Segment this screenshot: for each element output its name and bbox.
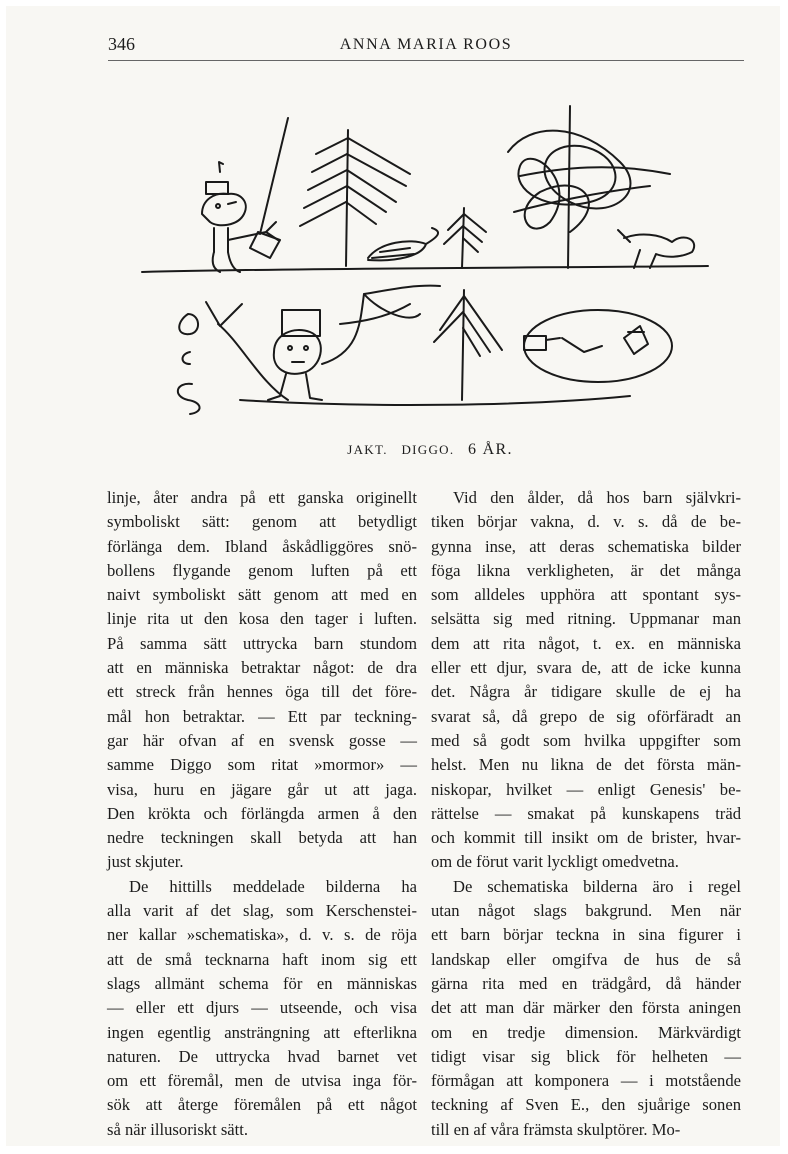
text-line: om ett föremål, men de utvisa inga för- [107,1071,417,1091]
text-line: så när illusoriskt sätt. [107,1119,249,1139]
text-line: På samma sätt uttrycka barn stundom [107,633,417,653]
text-line: till en af våra främsta skulptörer. Mo- [431,1119,681,1139]
illustration [110,82,716,428]
text-line: förlänga dem. Ibland åskådliggöres snö- [107,536,417,556]
text-line: just skjuter. [107,852,184,872]
text-line: om en tredje dimension. Märkvärdigt [431,1022,741,1042]
text-line: det att man där märker den första aningen [431,998,741,1018]
text-line: ett barn börjar teckna in sina figurer i [431,925,741,945]
text-line: att de små tecknarna haft inom sig ett [107,949,417,969]
text-line: sök att återge föremålen på ett något [107,1095,417,1115]
text-line: helst. Men nu likna de det första män- [431,755,741,775]
text-line: naivt symboliskt sätt genom att med en [107,585,417,605]
text-line: tiken börjar vakna, d. v. s. då de be- [431,512,741,532]
text-line: naturen. De uttrycka hvad barnet vet [107,1046,417,1066]
text-line: med så godt som hvilka uppgifter som [431,730,741,750]
text-line: eller ett djur, svara de, att de icke kunna [431,658,741,678]
page-header [108,34,744,58]
text-line: tidigt visar sig blick för helheten — [431,1046,741,1066]
text-line: det. Några år tidigare skulle de ej ha [431,682,741,702]
caption-author: DIGGO. [401,442,455,457]
text-line: som alldeles upphöra att spontant sys- [431,585,741,605]
text-line: gynna inse, att deras schematiska bilder [431,536,741,556]
text-line: niskopar, hvilket — enligt Genesis' be- [431,779,741,799]
text-line: gar här ofvan af en svensk gosse — [107,730,417,750]
text-line: svarat så, då grepo de sig oförfäradt an [431,706,741,726]
text-line: mål hon betraktar. — Ett par teckning- [107,706,417,726]
text-line: dem att rita något, t. ex. en människa [431,633,741,653]
text-line: selsätta sig med ritning. Uppmanar man [431,609,741,629]
text-line: ingen egentlig ansträngning att efterlikna [107,1022,417,1042]
text-line: nedre teckningen skall betyda att han [107,828,417,848]
text-line: gärna rita med en trädgård, då händer [431,973,741,993]
text-line: slags allmänt schema för en människas [107,973,417,993]
text-line: Den krökta och förlängda armen å den [107,803,417,823]
text-line: — eller ett djurs — utseende, och visa [107,998,417,1018]
caption-age: 6 ÅR. [468,441,513,458]
text-line: Vid den ålder, då hos barn självkri- [453,488,741,507]
text-line: alla varit af det slag, som Kerschenstei- [107,901,417,921]
text-line: bollens flygande genom luften på ett [107,560,417,580]
text-line: ett streck från hennes öga till det före- [107,682,417,702]
text-line: De schematiska bilderna äro i regel [453,876,741,896]
text-line: rättelse — smakat på kunskapens träd [431,803,741,823]
right-column [431,486,741,1142]
running-head: ANNA MARIA ROOS [339,36,513,53]
text-line: visa, huru en jägare går ut att jaga. [107,779,417,799]
text-line: linje rita ut den kosa den tager i luften. [107,609,417,629]
text-line: symboliskt sätt: genom att betydligt [107,512,417,532]
text-line: förmågan att komponera — i motstående [431,1071,741,1091]
text-line: att en människa betraktar något: de dra [107,658,417,678]
text-line: De hittills meddelade bilderna ha [129,876,417,896]
text-line: samme Diggo som ritat »mormor» — [107,755,417,775]
text-line: ner kallar »schematiska», d. v. s. de röja [107,925,417,945]
text-line: landskap eller omgifva de hus de så [431,949,741,969]
header-rule [108,60,744,61]
figure-caption [110,441,750,459]
left-column [107,486,417,1142]
text-line: om de förut varit lyckligt omedvetna. [431,852,679,872]
text-line: teckning af Sven E., den sjuårige sonen [431,1095,741,1115]
text-line: föga likna verkligheten, är det många [431,560,741,580]
caption-title: JAKT. [347,442,388,457]
bottom-drawing [178,286,672,414]
top-drawing [142,106,708,272]
page-number: 346 [108,34,135,54]
text-line: linje, åter andra på ett ganska originellt [107,488,417,507]
text-line: och kommit till insikt om de brister, hvar- [431,828,741,848]
text-line: utan något slags bakgrund. Men när [431,901,741,921]
